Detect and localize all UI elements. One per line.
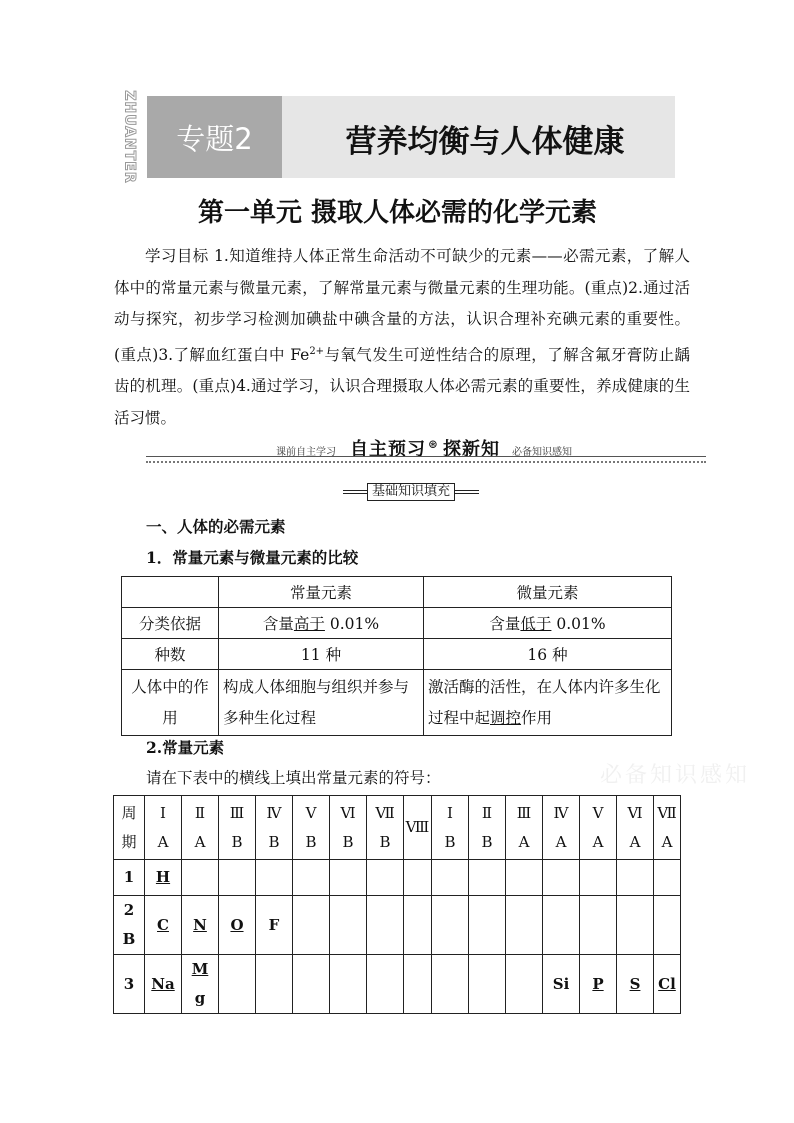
table-row: 人体中的作用 构成人体细胞与组织并参与多种生化过程 激活酶的活性，在人体内许多生化过程中起调控作用 <box>122 670 672 736</box>
divider-right-caption: 必备知识感知 <box>512 447 572 458</box>
table-row: 周 期 Ⅰ A Ⅱ A Ⅲ B Ⅳ B Ⅴ B Ⅵ B Ⅶ B Ⅷ Ⅰ B Ⅱ B Ⅲ A Ⅳ A Ⅴ A Ⅵ A Ⅶ A <box>114 796 681 860</box>
section2-text: 请在下表中的横线上填出常量元素的符号： <box>146 769 441 787</box>
objectives-lead: 学习目标 <box>145 247 209 265</box>
unit-title: 第一单元 摄取人体必需的化学元素 <box>197 198 598 228</box>
watermark: 必备知识感知 <box>600 763 751 788</box>
table-row: 3 Na M g Si P S Cl <box>114 955 681 1014</box>
topic-title: 营养均衡与人体健康 <box>345 124 625 160</box>
learning-objectives: 学习目标 1.知道维持人体正常生命活动不可缺少的元素——必需元素，了解人体中的常量元素与微量元素，了解常量元素与微量元素的生理功能。(重点)2.通过活动与探究，初步学习检测加碘盐中碘含量的方法，认识合理补充碘元素的重要性。(重点)3.了解血红蛋白中 $Fe^{2+}$与氧气发生可逆性结合的原理，了解含氟牙膏防止龋齿的机理。(重点)4.通过学习，认识合理摄取人体必需元素的重要性，养成健康的生活习惯。 <box>114 247 690 427</box>
table-row: 种数 11 种 16 种 <box>122 639 672 670</box>
divider-left-caption: 课前自主学习 <box>276 447 336 458</box>
section2-title: 2.常量元素 <box>146 738 225 757</box>
periodic-table <box>113 795 681 1014</box>
divider-line <box>146 456 706 463</box>
divider-main-a: 自主预习 <box>350 439 426 460</box>
chapter-vertical-label: ZHUANTER <box>122 90 139 184</box>
section1-title: 一、人体的必需元素 <box>146 517 286 536</box>
compare-table <box>121 576 672 736</box>
table-row: 1 H <box>114 860 681 896</box>
divider-main-b: 探新知 <box>443 439 500 460</box>
table-row: 分类依据 含量高于 0.01% 含量低于 0.01% <box>122 608 672 639</box>
section1-subtitle: 1．常量元素与微量元素的比较 <box>146 548 359 567</box>
divider-arrow-icon: ⊛ <box>428 437 439 451</box>
table-row: 2 B C N O F <box>114 896 681 955</box>
table-row: 常量元素 微量元素 <box>122 577 672 608</box>
topic-label: 专题2 <box>147 96 282 178</box>
basic-knowledge-label: 基础知识填充 <box>343 483 479 501</box>
